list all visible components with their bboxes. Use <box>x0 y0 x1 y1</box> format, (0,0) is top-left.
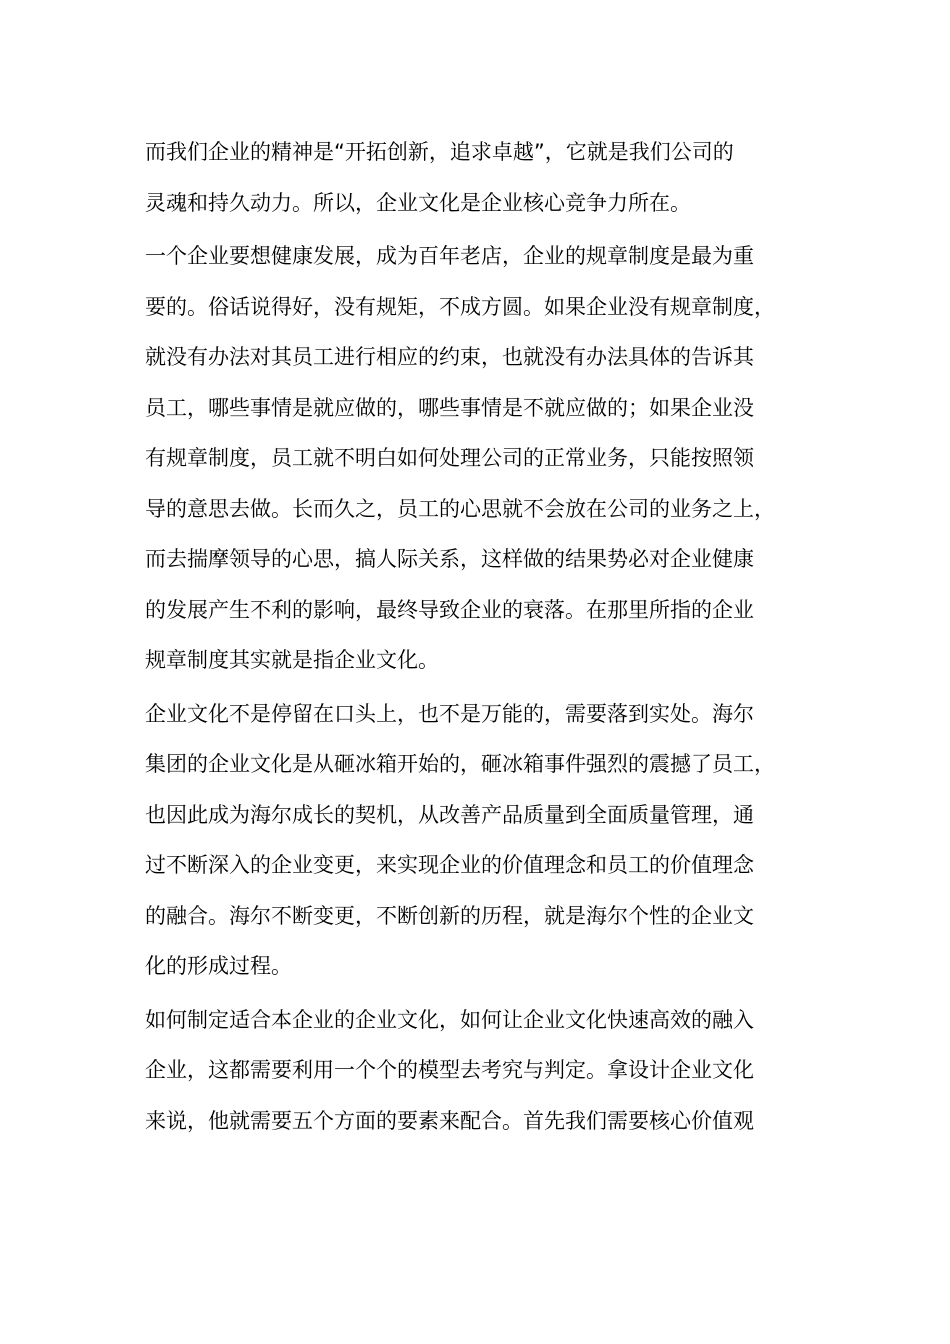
text-line: 的融合。海尔不断变更，不断创新的历程，就是海尔个性的企业文 <box>145 903 754 928</box>
paragraph-4 <box>145 995 810 1147</box>
text-line: 员工，哪些事情是就应做的，哪些事情是不就应做的；如果企业没 <box>145 395 754 420</box>
text-line: 企业，这都需要利用一个个的模型去考究与判定。拿设计企业文化 <box>145 1058 754 1082</box>
text-line: 导的意思去做。长而久之，员工的心思就不会放在公司的业务之上， <box>145 496 775 521</box>
text-line: 的发展产生不利的影响，最终导致企业的衰落。在那里所指的企业 <box>145 597 754 622</box>
paragraph-3 <box>145 689 810 992</box>
text-line: 来说，他就需要五个方面的要素来配合。首先我们需要核心价值观 <box>145 1108 754 1133</box>
paragraph-1 <box>145 127 810 228</box>
text-line: 化的形成过程。 <box>145 954 292 978</box>
text-line: 集团的企业文化是从砸冰箱开始的，砸冰箱事件强烈的震撼了员工， <box>145 752 775 776</box>
text-line: 而去揣摩领导的心思，搞人际关系，这样做的结果势必对企业健康 <box>145 547 754 571</box>
text-line: 过不断深入的企业变更，来实现企业的价值理念和员工的价值理念 <box>145 853 754 877</box>
text-line: 一个企业要想健康发展，成为百年老店，企业的规章制度是最为重 <box>145 244 754 268</box>
text-line: 如何制定适合本企业的企业文化，如何让企业文化快速高效的融入 <box>145 1007 754 1032</box>
document-body <box>145 127 810 1149</box>
text-line: 也因此成为海尔成长的契机，从改善产品质量到全面质量管理，通 <box>145 802 754 827</box>
text-line: 企业文化不是停留在口头上，也不是万能的，需要落到实处。海尔 <box>145 701 754 726</box>
text-line: 灵魂和持久动力。所以，企业文化是企业核心竞争力所在。 <box>145 190 691 215</box>
paragraph-2 <box>145 231 810 686</box>
text-line: 就没有办法对其员工进行相应的约束，也就没有办法具体的告诉其 <box>145 345 754 369</box>
text-line: 要的。俗话说得好，没有规矩，不成方圆。如果企业没有规章制度， <box>145 294 775 319</box>
text-line: 有规章制度，员工就不明白如何处理公司的正常业务，只能按照领 <box>145 446 754 470</box>
text-line: 规章制度其实就是指企业文化。 <box>145 648 439 672</box>
text-line: 而我们企业的精神是“开拓创新，追求卓越”，它就是我们公司的 <box>145 140 734 164</box>
